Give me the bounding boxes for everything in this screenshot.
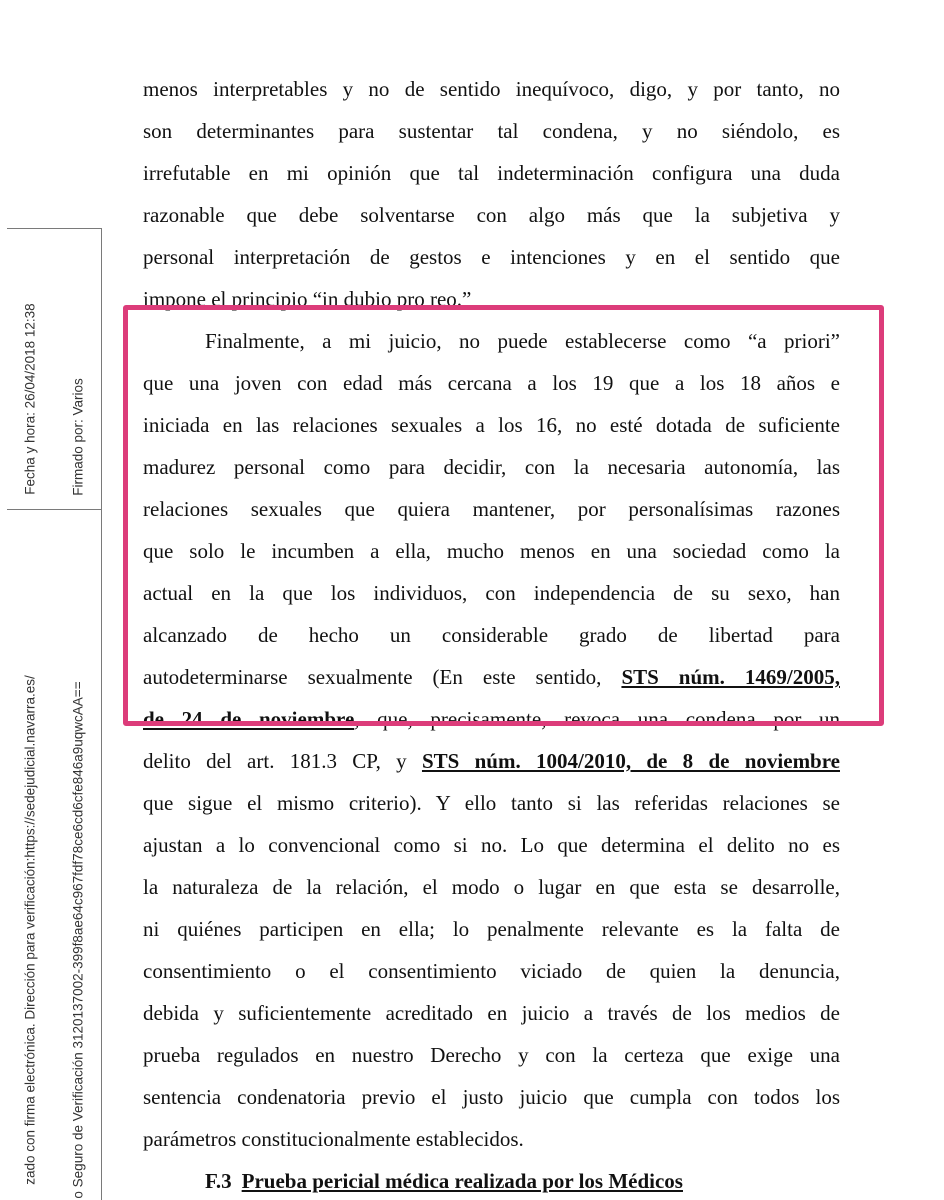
- text-line: impone el principio “in dubio pro reo.”: [143, 287, 472, 311]
- signed-by: Firmado por: Varios: [70, 378, 86, 496]
- text-line: iniciada en las relaciones sexuales a los 16, no esté dotada de suficiente: [143, 413, 840, 437]
- text-line: ajustan a lo convencional como si no. Lo que determina el delito no es: [143, 833, 840, 857]
- text-line: alcanzado de hecho un considerable grado de libertad para: [143, 623, 840, 647]
- section-number: F.3: [205, 1169, 232, 1193]
- text-line: que solo le incumben a ella, mucho menos en una sociedad como la: [143, 539, 840, 563]
- text-line: [143, 698, 840, 740]
- text-segment: delito del art. 181.3 CP, y: [143, 749, 407, 773]
- paragraph-start-line: Finalmente, a mi juicio, no puede establecerse como “a priori”: [205, 329, 840, 353]
- text-line: prueba regulados en nuestro Derecho y con la certeza que exige una: [143, 1043, 840, 1067]
- verification-code: o Seguro de Verificación 3120137002-399f8ae64c967fdf78ce6cd6cfe846a9uqwcAA==: [70, 681, 86, 1199]
- text-line: ni quiénes participen en ella; lo penalmente relevante es la falta de: [143, 917, 840, 941]
- text-line: irrefutable en mi opinión que tal indeterminación configura una duda: [143, 161, 840, 185]
- section-title: Prueba pericial médica realizada por los Médicos: [241, 1169, 683, 1193]
- signature-date: Fecha y hora: 26/04/2018 12:38: [22, 303, 38, 495]
- case-citation-link: de 24 de noviembre: [143, 707, 355, 731]
- section-heading: [143, 1160, 840, 1200]
- text-line: [143, 740, 840, 782]
- text-line: son determinantes para sustentar tal condena, y no siéndolo, es: [143, 119, 840, 143]
- text-line: [143, 656, 840, 698]
- text-line: consentimiento o el consentimiento viciado de quien la denuncia,: [143, 959, 840, 983]
- text-line: parámetros constitucionalmente establecidos.: [143, 1127, 524, 1151]
- text-line: madurez personal como para decidir, con la necesaria autonomía, las: [143, 455, 840, 479]
- text-segment: autodeterminarse sexualmente (En este sentido,: [143, 665, 602, 689]
- text-line: que sigue el mismo criterio). Y ello tanto si las referidas relaciones se: [143, 791, 840, 815]
- text-segment: , que, precisamente, revoca una condena por un: [354, 707, 840, 731]
- case-citation-link: STS núm. 1469/2005,: [621, 665, 840, 689]
- text-line: la naturaleza de la relación, el modo o lugar en que esta se desarrolle,: [143, 875, 840, 899]
- text-line: relaciones sexuales que quiera mantener, por personalísimas razones: [143, 497, 840, 521]
- text-line: debida y suficientemente acreditado en juicio a través de los medios de: [143, 1001, 840, 1025]
- text-line: personal interpretación de gestos e intenciones y en el sentido que: [143, 245, 840, 269]
- text-line: menos interpretables y no de sentido inequívoco, digo, y por tanto, no: [143, 77, 840, 101]
- text-line: que una joven con edad más cercana a los 19 que a los 18 años e: [143, 371, 840, 395]
- verification-stamp-box: [7, 228, 102, 1200]
- document-body: [143, 68, 840, 1200]
- text-line: razonable que debe solventarse con algo más que la subjetiva y: [143, 203, 840, 227]
- verification-url-text: zado con firma electrónica. Dirección para verificación:https://sedejudicial.navarra.es/: [22, 675, 38, 1185]
- stamp-divider: [7, 509, 102, 510]
- text-line: sentencia condenatoria previo el justo juicio que cumpla con todos los: [143, 1085, 840, 1109]
- case-citation-link: STS núm. 1004/2010, de 8 de noviembre: [421, 749, 840, 773]
- text-line: actual en la que los individuos, con independencia de su sexo, han: [143, 581, 840, 605]
